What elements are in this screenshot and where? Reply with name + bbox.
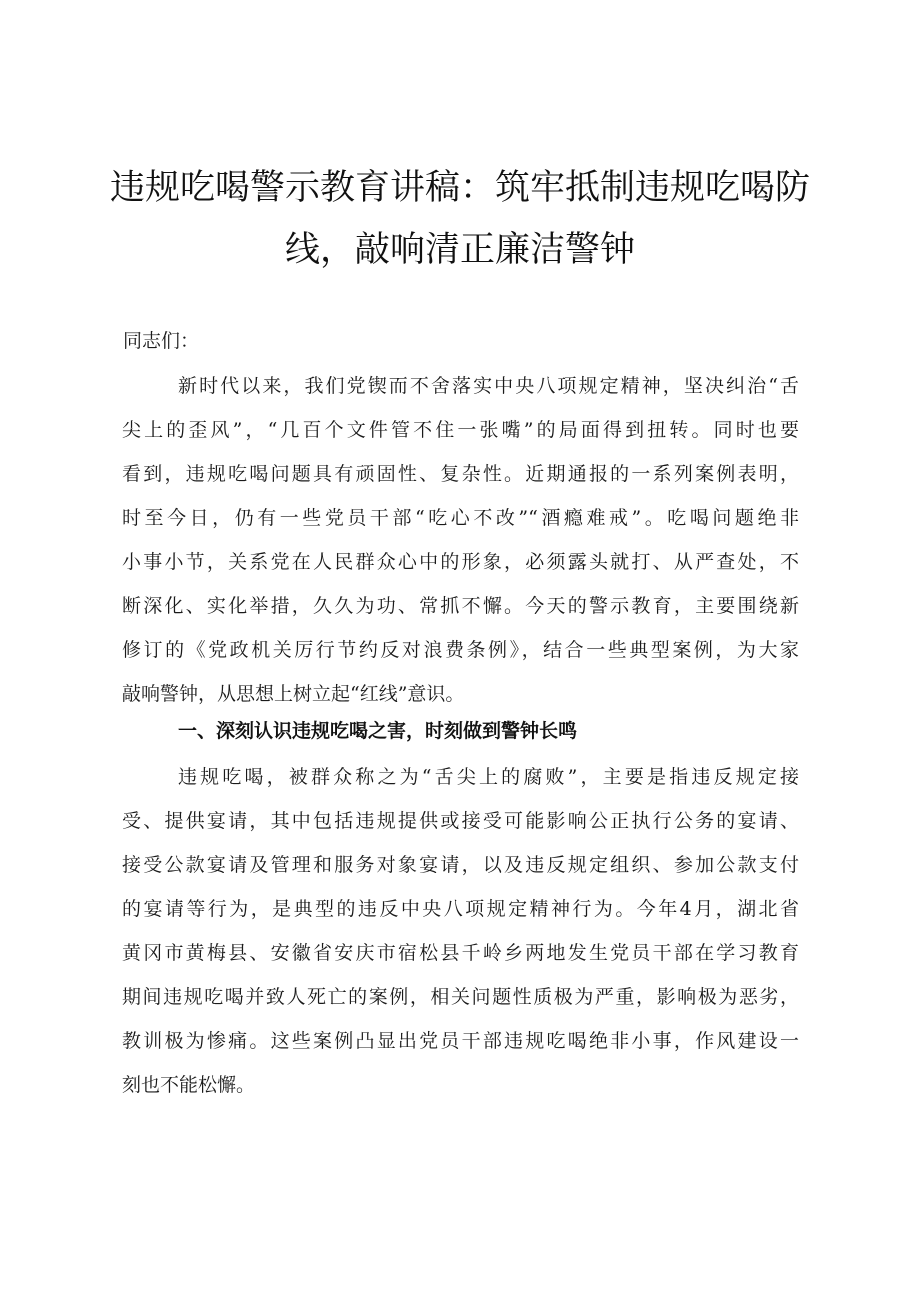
paragraph-line: 小事小节，关系党在人民群众心中的形象，必须露头就打、从严查处，不: [122, 551, 799, 573]
paragraph-line: 时至今日，仍有一些党员干部“吃心不改”“酒瘾难戒”。吃喝问题绝非: [122, 507, 799, 529]
section-heading-1: 一、深刻认识违规吃喝之害，时刻做到警钟长鸣: [178, 720, 578, 742]
paragraph-line: 尖上的歪风”，“几百个文件管不住一张嘴”的局面得到扭转。同时也要: [122, 419, 799, 441]
paragraph-line: 敲响警钟，从思想上树立起“红线”意识。: [122, 683, 465, 705]
paragraph-line: 期间违规吃喝并致人死亡的案例，相关问题性质极为严重，影响极为恶劣，: [122, 986, 799, 1008]
salutation: 同志们：: [123, 330, 200, 352]
paragraph-line: 断深化、实化举措，久久为功、常抓不懈。今天的警示教育，主要围绕新: [122, 595, 799, 617]
paragraph-line: 修订的《党政机关厉行节约反对浪费条例》，结合一些典型案例，为大家: [122, 639, 799, 661]
document-title-line-1: 违规吃喝警示教育讲稿：筑牢抵制违规吃喝防: [110, 168, 811, 208]
paragraph-line: 黄冈市黄梅县、安徽省安庆市宿松县千岭乡两地发生党员干部在学习教育: [122, 942, 799, 964]
paragraph-line: 的宴请等行为，是典型的违反中央八项规定精神行为。今年4月，湖北省: [122, 898, 799, 920]
paragraph-line: 新时代以来，我们党锲而不舍落实中央八项规定精神，坚决纠治“舌: [178, 375, 799, 397]
paragraph-line: 受、提供宴请，其中包括违规提供或接受可能影响公正执行公务的宴请、: [122, 810, 799, 832]
paragraph-line: 接受公款宴请及管理和服务对象宴请，以及违反规定组织、参加公款支付: [122, 854, 799, 876]
paragraph-line: 刻也不能松懈。: [122, 1074, 256, 1096]
paragraph-line: 看到，违规吃喝问题具有顽固性、复杂性。近期通报的一系列案例表明，: [122, 463, 799, 485]
paragraph-line: 教训极为惨痛。这些案例凸显出党员干部违规吃喝绝非小事，作风建设一: [122, 1030, 799, 1052]
document-title-line-2: 线，敲响清正廉洁警钟: [284, 230, 635, 270]
paragraph-line: 违规吃喝，被群众称之为“舌尖上的腐败”，主要是指违反规定接: [178, 766, 799, 788]
